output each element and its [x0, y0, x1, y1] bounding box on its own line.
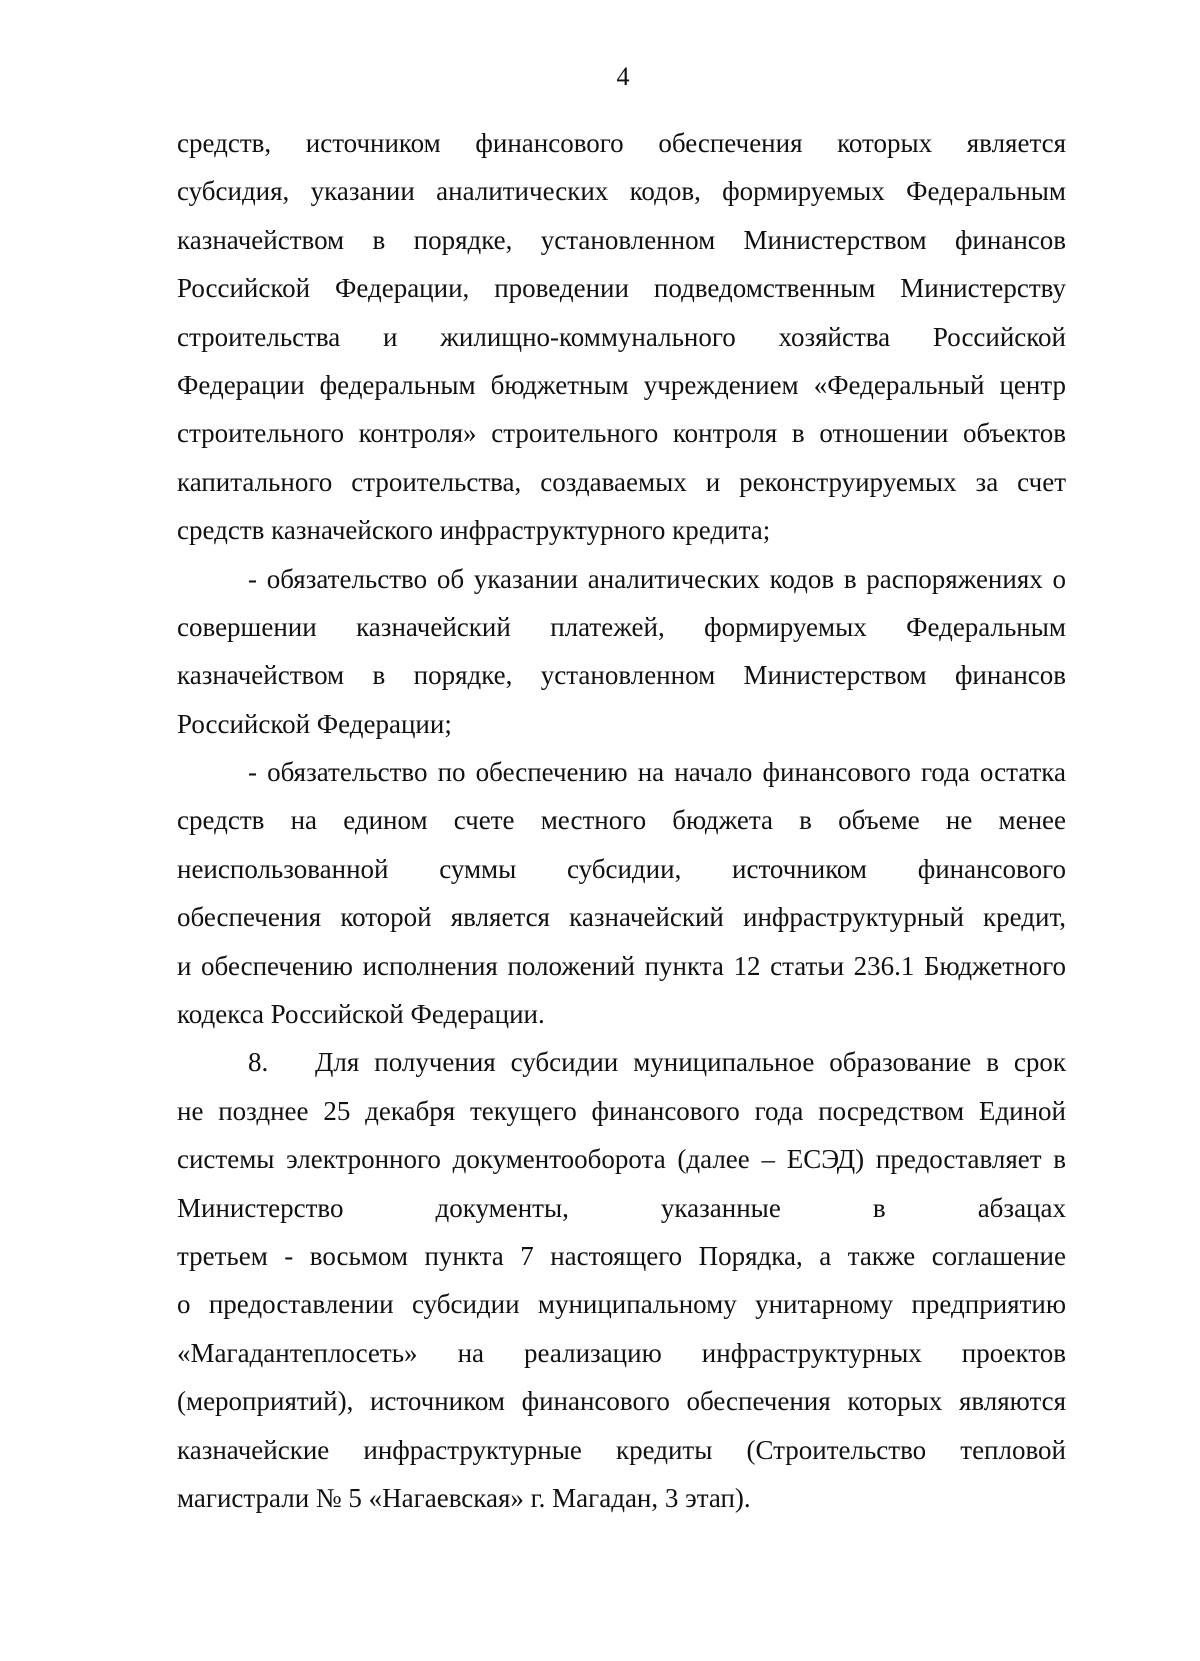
text-line: не позднее 25 декабря текущего финансового года посредством Единой	[177, 1095, 1066, 1126]
text-line: средств казначейского инфраструктурного кредита;	[177, 515, 771, 546]
text-line: средств на едином счете местного бюджета в объеме не менее	[177, 805, 1066, 836]
text-line: - обязательство об указании аналитических кодов в распоряжениях о	[248, 563, 1066, 594]
text-line: - обязательство по обеспечению на начало финансового года остатка	[248, 757, 1066, 788]
text-line: «Магадантеплосеть» на реализацию инфраструктурных проектов	[177, 1337, 1066, 1368]
text-line: казначейские инфраструктурные кредиты (Строительство тепловой	[177, 1434, 1066, 1465]
text-line: кодекса Российской Федерации.	[177, 999, 545, 1030]
text-line: средств, источником финансового обеспечения которых является	[177, 128, 1066, 158]
text-line: казначейством в порядке, установленном Министерством финансов	[177, 224, 1066, 255]
text-line: обеспечения которой является казначейский инфраструктурный кредит,	[177, 902, 1066, 933]
text-line: строительного контроля» строительного контроля в отношении объектов	[177, 418, 1066, 449]
text-line: капитального строительства, создаваемых и реконструируемых за счет	[177, 466, 1066, 497]
text-line: субсидия, указании аналитических кодов, формируемых Федеральным	[177, 176, 1066, 207]
text-line: и обеспечению исполнения положений пункта 12 статьи 236.1 Бюджетного	[177, 950, 1066, 981]
document-body	[177, 119, 1066, 1522]
text-line: Российской Федерации;	[177, 708, 452, 739]
item-number: 8.	[248, 1047, 269, 1078]
text-line: неиспользованной суммы субсидии, источником финансового	[177, 853, 1066, 884]
text-line: казначейством в порядке, установленном Министерством финансов	[177, 660, 1066, 691]
text-line: системы электронного документооборота (далее – ЕСЭД) предоставляет в	[177, 1144, 1066, 1175]
text-line	[177, 1038, 1066, 1086]
item-text: Для получения субсидии муниципальное образование в срок	[315, 1047, 1066, 1078]
text-line: строительства и жилищно-коммунального хозяйства Российской	[177, 321, 1066, 352]
text-line: Министерство документы, указанные в абзацах	[177, 1192, 1066, 1223]
text-line: магистрали № 5 «Нагаевская» г. Магадан, 3 этап).	[177, 1482, 751, 1513]
text-line: Российской Федерации, проведении подведомственным Министерству	[177, 273, 1066, 304]
text-line: совершении казначейский платежей, формируемых Федеральным	[177, 611, 1066, 642]
text-line: (мероприятий), источником финансового обеспечения которых являются	[177, 1386, 1066, 1417]
page-number: 4	[616, 62, 630, 91]
text-line: Федерации федеральным бюджетным учреждением «Федеральный центр	[177, 369, 1066, 400]
text-line: третьем - восьмом пункта 7 настоящего Порядка, а также соглашение	[177, 1240, 1066, 1271]
text-line: о предоставлении субсидии муниципальному унитарному предприятию	[177, 1289, 1066, 1320]
